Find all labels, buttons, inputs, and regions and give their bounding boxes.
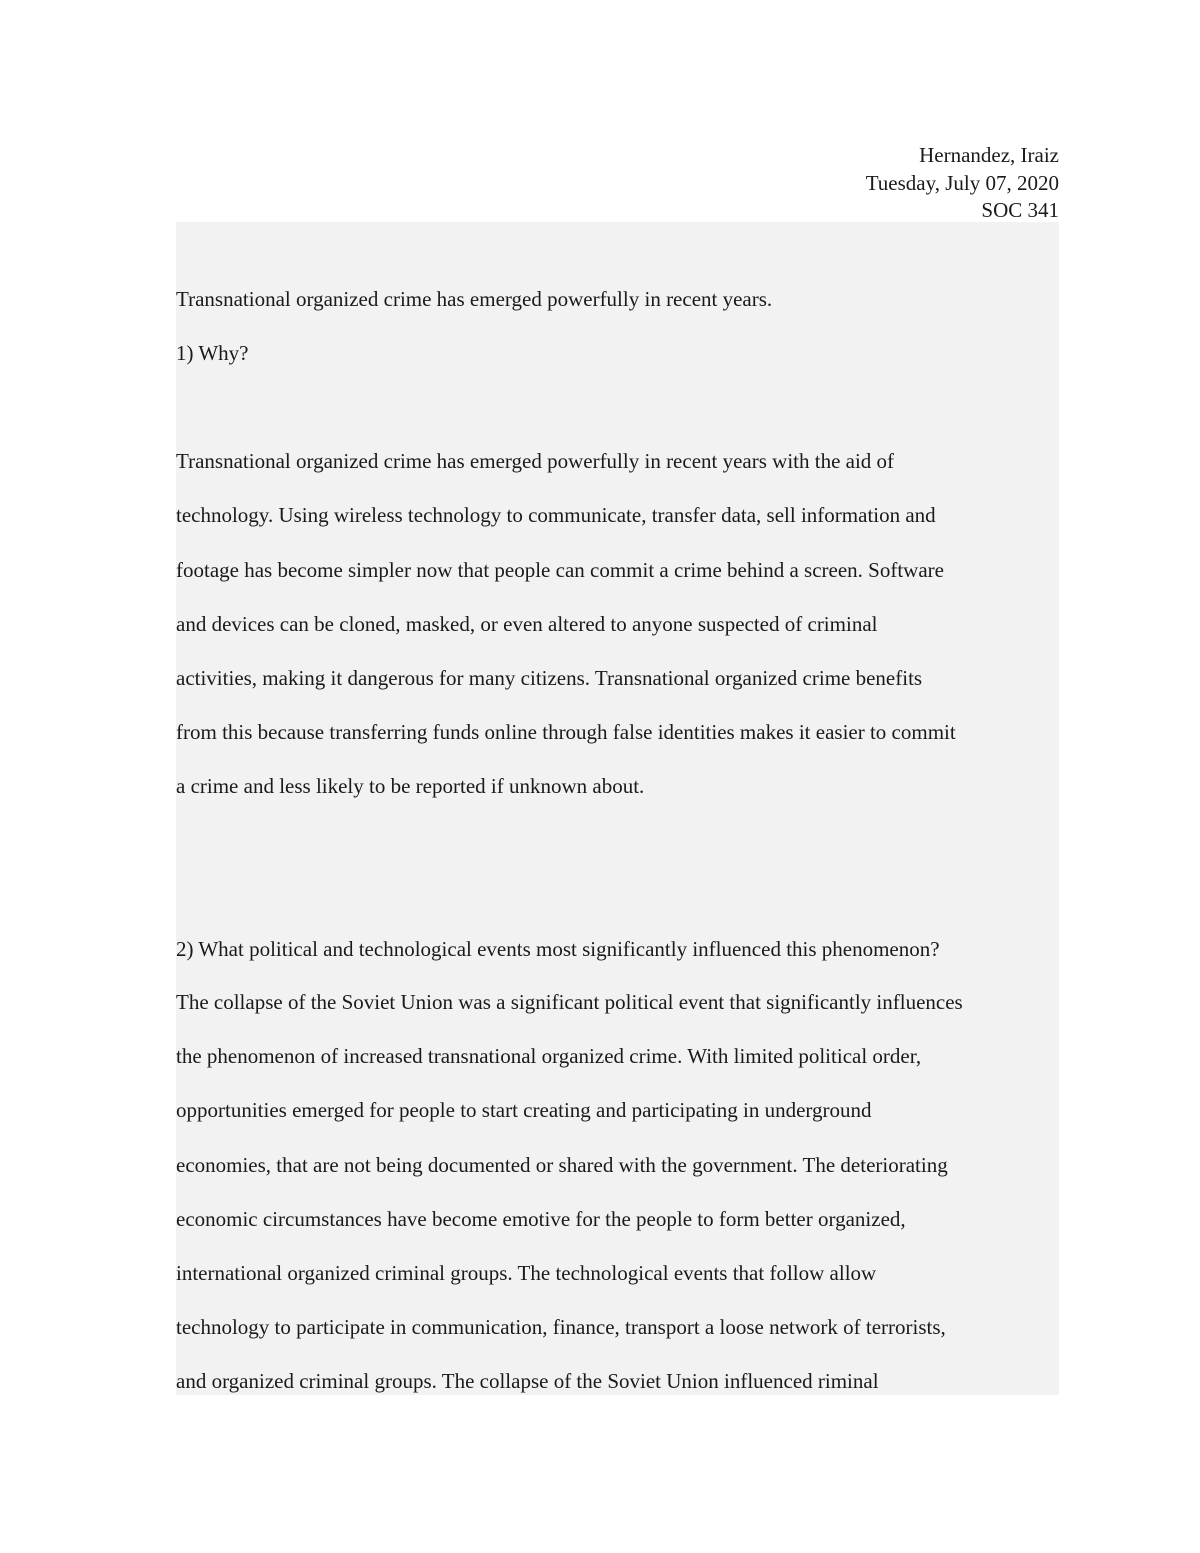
answer-1-line: from this because transferring funds online through false identities makes it easier to commit	[176, 720, 956, 744]
answer-1-line: and devices can be cloned, masked, or even altered to anyone suspected of criminal	[176, 612, 878, 636]
question-2: 2) What political and technological events most significantly influenced this phenomenon?	[176, 937, 940, 961]
author-name: Hernandez, Iraiz	[919, 143, 1059, 167]
answer-1-line: footage has become simpler now that people can commit a crime behind a screen. Software	[176, 558, 944, 582]
answer-2-line: technology to participate in communication, finance, transport a loose network of terrorists,	[176, 1315, 946, 1339]
answer-1-line: activities, making it dangerous for many citizens. Transnational organized crime benefits	[176, 666, 923, 690]
answer-2-line: the phenomenon of increased transnational organized crime. With limited political order,	[176, 1044, 922, 1068]
answer-2-line: economies, that are not being documented or shared with the government. The deteriorating	[176, 1153, 948, 1177]
answer-2-line: and organized criminal groups. The collapse of the Soviet Union influenced riminal	[176, 1369, 879, 1393]
answer-2-line: economic circumstances have become emotive for the people to form better organized,	[176, 1207, 906, 1231]
document-header	[866, 142, 1059, 225]
answer-1-line: technology. Using wireless technology to communicate, transfer data, sell information and	[176, 503, 936, 527]
question-1: 1) Why?	[176, 341, 249, 365]
course-code: SOC 341	[981, 198, 1059, 222]
document-date: Tuesday, July 07, 2020	[865, 170, 1059, 195]
answer-1-line: Transnational organized crime has emerged powerfully in recent years with the aid of	[176, 449, 895, 473]
answer-2-line: The collapse of the Soviet Union was a significant political event that significantly influences	[176, 990, 963, 1014]
answer-2-line: international organized criminal groups. The technological events that follow allow	[176, 1261, 877, 1285]
prompt-text: Transnational organized crime has emerged powerfully in recent years.	[176, 287, 773, 311]
answer-1-line: a crime and less likely to be reported if unknown about.	[176, 774, 645, 798]
answer-2-line: opportunities emerged for people to start creating and participating in underground	[176, 1098, 872, 1122]
